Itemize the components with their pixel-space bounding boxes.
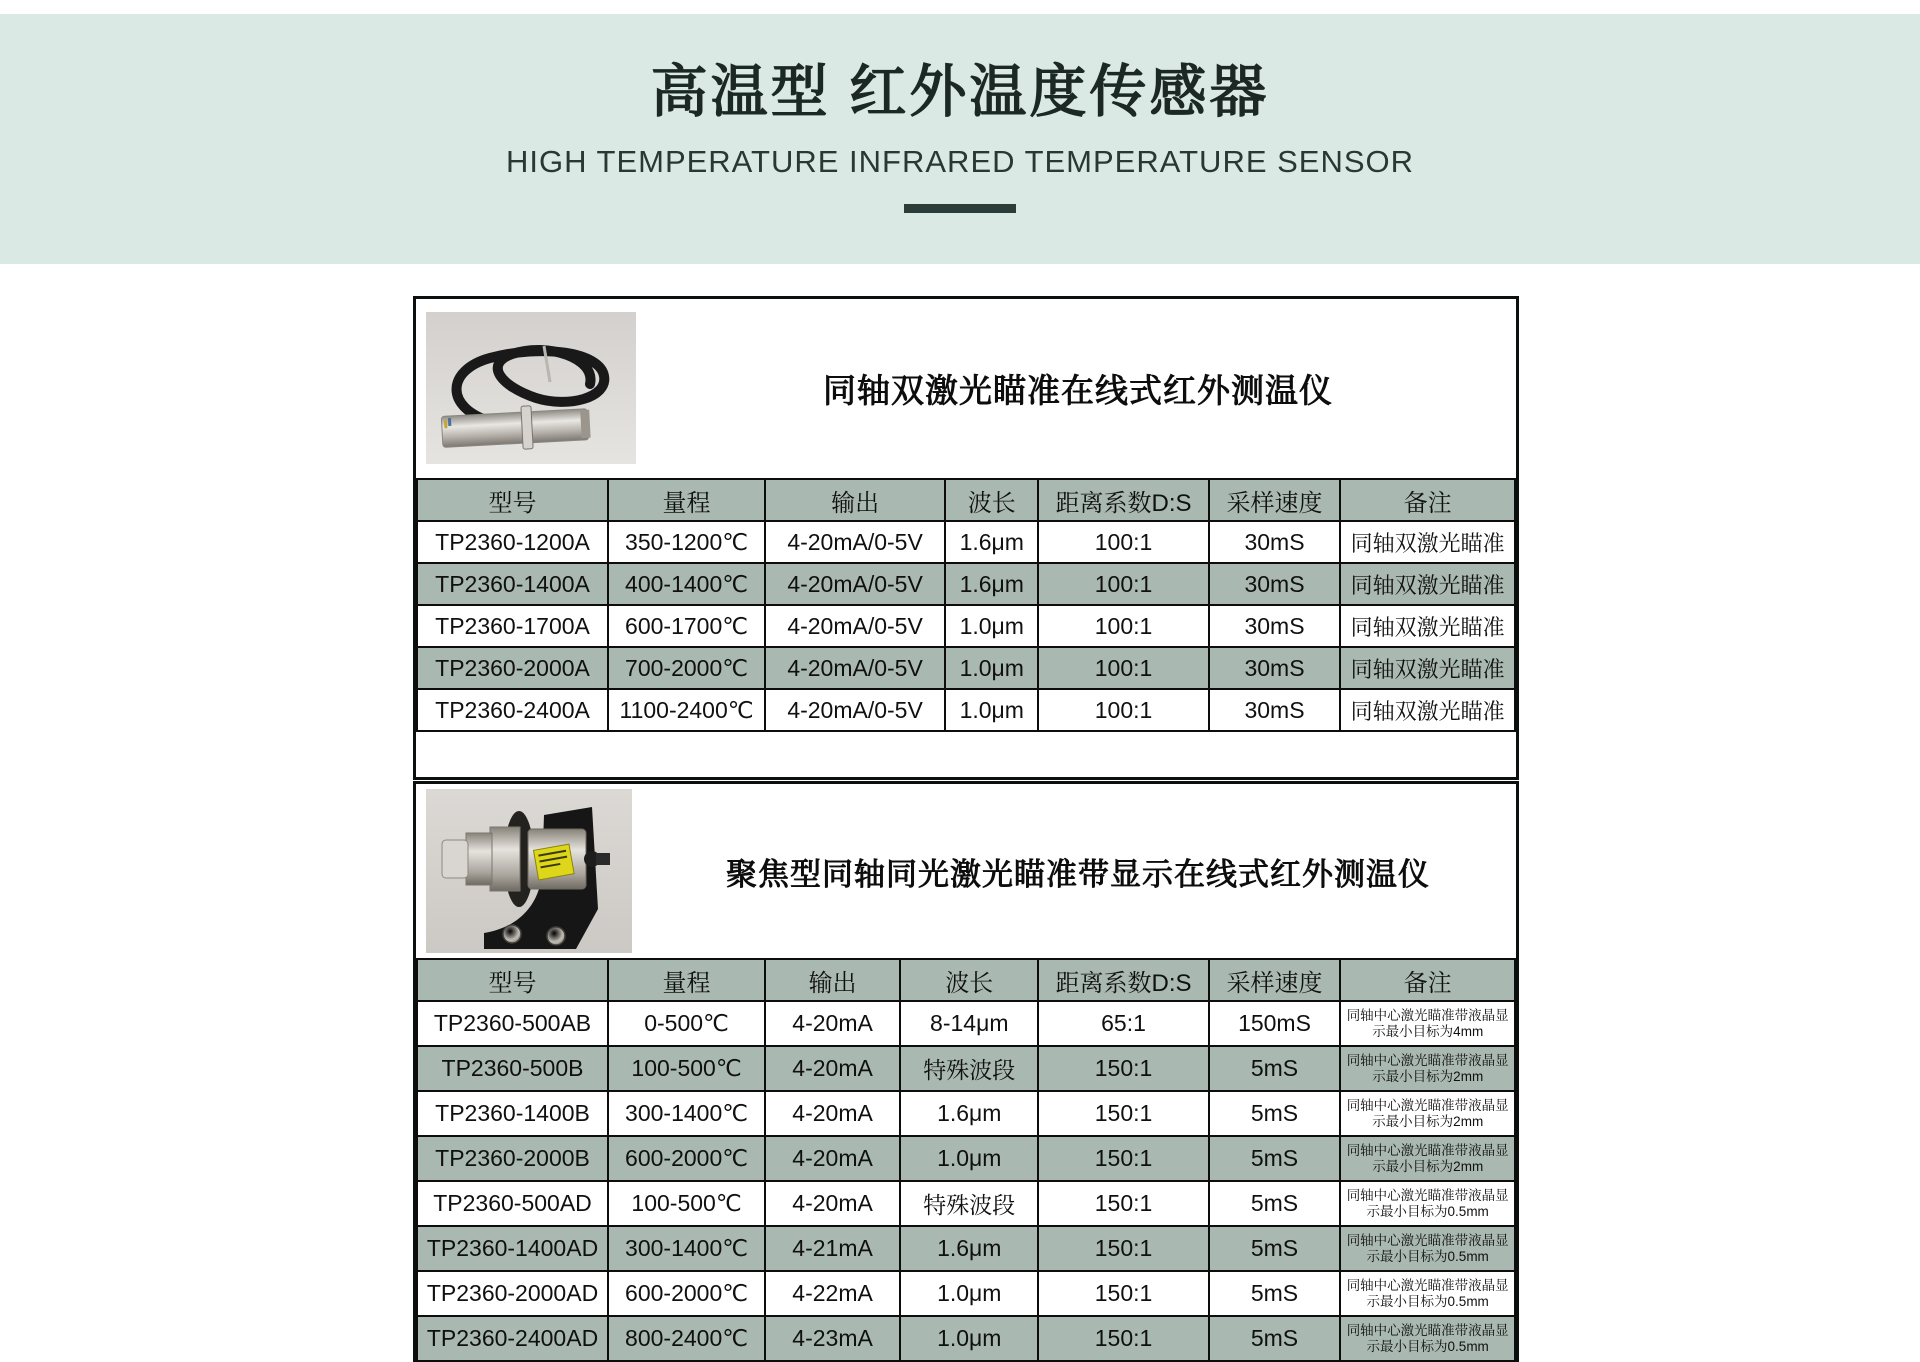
column-header: 输出 (765, 959, 900, 1001)
cell: 5mS (1209, 1046, 1341, 1091)
model-cell: TP2360-500AB (417, 1001, 608, 1046)
table-row (417, 647, 1515, 689)
cell: 5mS (1209, 1091, 1341, 1136)
table-row (417, 1001, 1515, 1046)
cell: 4-20mA (765, 1046, 900, 1091)
table-row (417, 521, 1515, 563)
cell: 特殊波段 (900, 1046, 1038, 1091)
section-2-title: 聚焦型同轴同光激光瞄准带显示在线式红外测温仪 (726, 856, 1430, 892)
model-cell: TP2360-500AD (417, 1181, 608, 1226)
model-cell: TP2360-2400A (417, 689, 608, 731)
page-subtitle: HIGH TEMPERATURE INFRARED TEMPERATURE SENSOR (505, 144, 1415, 179)
table-row (417, 1046, 1515, 1091)
cell: 600-1700℃ (608, 605, 765, 647)
cell: 300-1400℃ (608, 1226, 765, 1271)
column-header: 距离系数D:S (1038, 479, 1208, 521)
cell: 同轴中心激光瞄准带液晶显示最小目标为0.5mm (1340, 1316, 1515, 1361)
cell: 30mS (1209, 521, 1341, 563)
cell: 5mS (1209, 1271, 1341, 1316)
cell: 150:1 (1038, 1046, 1208, 1091)
cell: 30mS (1209, 563, 1341, 605)
cell: 4-20mA/0-5V (765, 605, 945, 647)
cell: 4-23mA (765, 1316, 900, 1361)
cell: 4-20mA/0-5V (765, 689, 945, 731)
cell: 100-500℃ (608, 1046, 765, 1091)
cell: 4-20mA (765, 1001, 900, 1046)
column-header: 型号 (417, 479, 608, 521)
spec-table-coaxial-dual-laser (416, 478, 1516, 732)
spec-section-coaxial-dual-laser (413, 296, 1519, 780)
title-divider-bar (904, 204, 1016, 213)
cell: 1.6μm (945, 521, 1038, 563)
cell: 150:1 (1038, 1271, 1208, 1316)
column-header: 波长 (945, 479, 1038, 521)
table-2-body (417, 1001, 1515, 1361)
sensor-with-coiled-cable-photo (426, 312, 636, 464)
cell: 4-20mA (765, 1181, 900, 1226)
table-row (417, 689, 1515, 731)
cell: 150:1 (1038, 1316, 1208, 1361)
table-1-empty-footer (416, 732, 1516, 777)
cell: 100:1 (1038, 647, 1208, 689)
cell: 同轴中心激光瞄准带液晶显示最小目标为2mm (1340, 1136, 1515, 1181)
column-header: 波长 (900, 959, 1038, 1001)
column-header: 输出 (765, 479, 945, 521)
header-row (417, 959, 1515, 1001)
model-cell: TP2360-500B (417, 1046, 608, 1091)
model-cell: TP2360-1400B (417, 1091, 608, 1136)
table-row (417, 1316, 1515, 1361)
cell: 30mS (1209, 605, 1341, 647)
cell: 600-2000℃ (608, 1271, 765, 1316)
cell: 700-2000℃ (608, 647, 765, 689)
cell: 1.0μm (945, 605, 1038, 647)
cell: 同轴双激光瞄准 (1340, 563, 1515, 605)
cell: 150:1 (1038, 1091, 1208, 1136)
cell: 特殊波段 (900, 1181, 1038, 1226)
cell: 1100-2400℃ (608, 689, 765, 731)
cell: 150:1 (1038, 1136, 1208, 1181)
column-header: 量程 (608, 959, 765, 1001)
cell: 同轴中心激光瞄准带液晶显示最小目标为4mm (1340, 1001, 1515, 1046)
column-header: 备注 (1340, 959, 1515, 1001)
section-1-media-row (416, 299, 1516, 478)
model-cell: TP2360-2000B (417, 1136, 608, 1181)
cell: 5mS (1209, 1316, 1341, 1361)
column-header: 量程 (608, 479, 765, 521)
cell: 100:1 (1038, 521, 1208, 563)
cell: 1.0μm (900, 1136, 1038, 1181)
cell: 8-14μm (900, 1001, 1038, 1046)
cell: 1.0μm (945, 689, 1038, 731)
cell: 0-500℃ (608, 1001, 765, 1046)
cell: 600-2000℃ (608, 1136, 765, 1181)
table-2-head (417, 959, 1515, 1001)
cell: 4-20mA (765, 1091, 900, 1136)
cell: 4-20mA/0-5V (765, 521, 945, 563)
cell: 800-2400℃ (608, 1316, 765, 1361)
cell: 300-1400℃ (608, 1091, 765, 1136)
cell: 1.0μm (900, 1271, 1038, 1316)
cell: 150:1 (1038, 1226, 1208, 1271)
section-1-title: 同轴双激光瞄准在线式红外测温仪 (823, 372, 1333, 409)
table-row (417, 605, 1515, 647)
cell: 同轴中心激光瞄准带液晶显示最小目标为0.5mm (1340, 1181, 1515, 1226)
cell: 150mS (1209, 1001, 1341, 1046)
flanged-sensor-on-bracket-photo (426, 789, 632, 953)
cell: 65:1 (1038, 1001, 1208, 1046)
model-cell: TP2360-2000A (417, 647, 608, 689)
column-header: 采样速度 (1209, 959, 1341, 1001)
cell: 400-1400℃ (608, 563, 765, 605)
column-header: 型号 (417, 959, 608, 1001)
spec-section-focus-coaxial-display (413, 781, 1519, 1362)
model-cell: TP2360-1200A (417, 521, 608, 563)
model-cell: TP2360-1400AD (417, 1226, 608, 1271)
cell: 100:1 (1038, 563, 1208, 605)
model-cell: TP2360-2000AD (417, 1271, 608, 1316)
cell: 5mS (1209, 1136, 1341, 1181)
cell: 同轴中心激光瞄准带液晶显示最小目标为0.5mm (1340, 1271, 1515, 1316)
table-1-body (417, 521, 1515, 731)
table-row (417, 1181, 1515, 1226)
spec-table-focus-coaxial-display (416, 958, 1516, 1362)
section-2-media-row (416, 784, 1516, 958)
model-cell: TP2360-1700A (417, 605, 608, 647)
cell: 1.6μm (900, 1226, 1038, 1271)
cell: 1.0μm (900, 1316, 1038, 1361)
cell: 350-1200℃ (608, 521, 765, 563)
column-header: 距离系数D:S (1038, 959, 1208, 1001)
cell: 1.6μm (945, 563, 1038, 605)
cell: 4-21mA (765, 1226, 900, 1271)
table-1-head (417, 479, 1515, 521)
cell: 1.0μm (945, 647, 1038, 689)
cell: 同轴中心激光瞄准带液晶显示最小目标为2mm (1340, 1046, 1515, 1091)
column-header: 采样速度 (1209, 479, 1341, 521)
cell: 100-500℃ (608, 1181, 765, 1226)
table-row (417, 1136, 1515, 1181)
table-row (417, 1226, 1515, 1271)
header-row (417, 479, 1515, 521)
cell: 同轴双激光瞄准 (1340, 605, 1515, 647)
page-title: 高温型 红外温度传感器 (650, 60, 1270, 124)
cell: 1.6μm (900, 1091, 1038, 1136)
column-header: 备注 (1340, 479, 1515, 521)
cell: 同轴双激光瞄准 (1340, 647, 1515, 689)
model-cell: TP2360-1400A (417, 563, 608, 605)
cell: 4-20mA/0-5V (765, 563, 945, 605)
table-row (417, 1091, 1515, 1136)
cell: 同轴中心激光瞄准带液晶显示最小目标为0.5mm (1340, 1226, 1515, 1271)
cell: 4-22mA (765, 1271, 900, 1316)
cell: 同轴中心激光瞄准带液晶显示最小目标为2mm (1340, 1091, 1515, 1136)
table-row (417, 1271, 1515, 1316)
cell: 同轴双激光瞄准 (1340, 689, 1515, 731)
cell: 100:1 (1038, 605, 1208, 647)
cell: 4-20mA (765, 1136, 900, 1181)
table-row (417, 563, 1515, 605)
cell: 同轴双激光瞄准 (1340, 521, 1515, 563)
cell: 100:1 (1038, 689, 1208, 731)
cell: 30mS (1209, 689, 1341, 731)
header-band (0, 14, 1920, 264)
cell: 30mS (1209, 647, 1341, 689)
model-cell: TP2360-2400AD (417, 1316, 608, 1361)
cell: 5mS (1209, 1226, 1341, 1271)
cell: 4-20mA/0-5V (765, 647, 945, 689)
cell: 5mS (1209, 1181, 1341, 1226)
cell: 150:1 (1038, 1181, 1208, 1226)
